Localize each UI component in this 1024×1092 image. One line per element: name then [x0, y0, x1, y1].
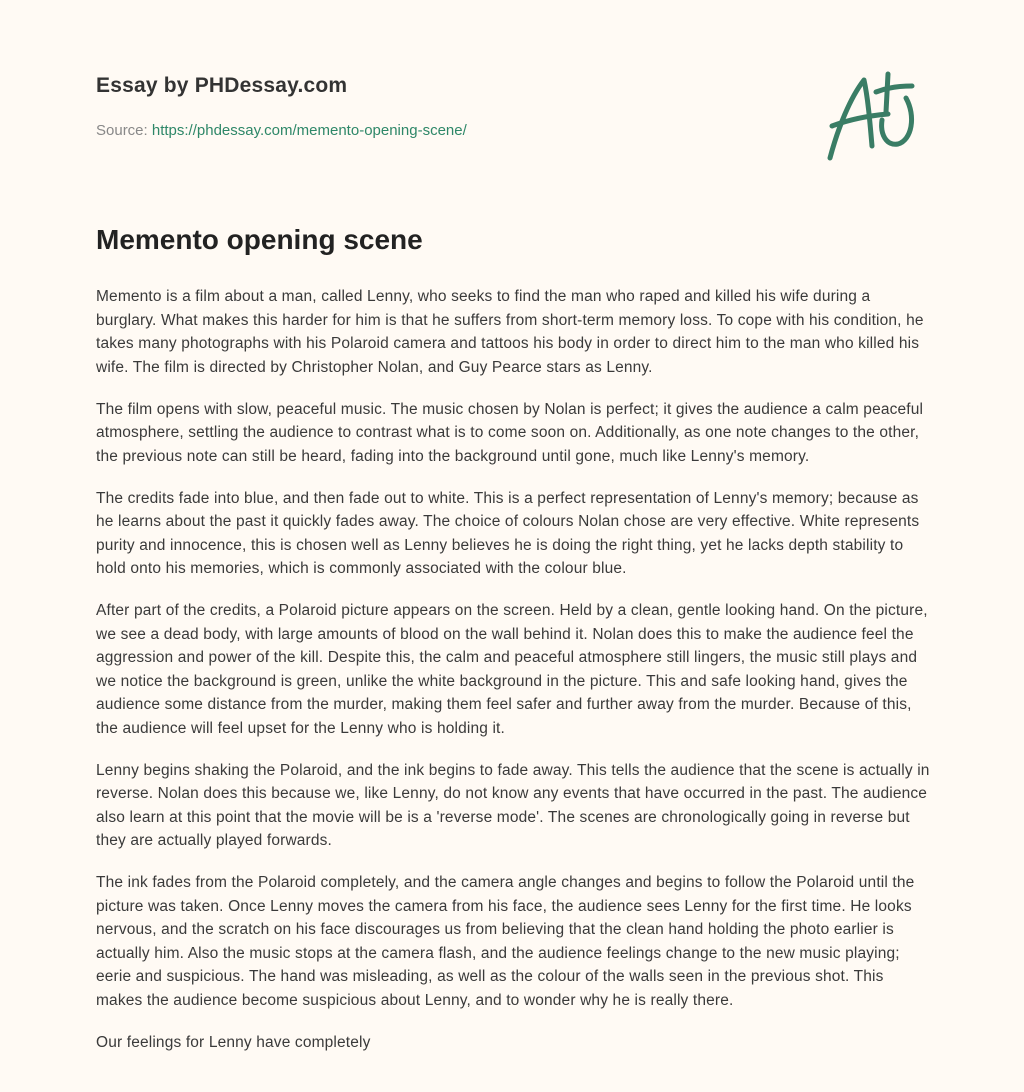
- essay-paragraph: The film opens with slow, peaceful music. The music chosen by Nolan is perfect; it gives the audience a calm peaceful atmosphere, settling the audience to contrast what is to come soon on. Additionally, as one note changes to the other, the previous note can still be heard, fading into the background until gone, much like Lenny's memory.: [96, 400, 924, 465]
- source-link[interactable]: https://phdessay.com/memento-opening-scene/: [151, 122, 467, 139]
- source-line: [96, 122, 467, 139]
- essay-paragraph: The credits fade into blue, and then fade out to white. This is a perfect representation of Lenny's memory; because as he learns about the past it quickly fades away. The choice of colours Nolan chose are very effective. White represents purity and innocence, this is chosen well as Lenny believes he is doing the right thing, yet he lacks depth stability to hold onto his memories, which is commonly associated with the colour blue.: [96, 489, 920, 577]
- essay-paragraph: Memento is a film about a man, called Lenny, who seeks to find the man who raped and killed his wife during a burglary. What makes this harder for him is that he suffers from short-term memory loss. To cope with his condition, he takes many photographs with his Polaroid camera and tattoos his body in order to direct him to the man who killed his wife. The film is directed by Christopher Nolan, and Guy Pearce stars as Lenny.: [96, 288, 924, 376]
- essay-paragraph: Lenny begins shaking the Polaroid, and the ink begins to fade away. This tells the audience that the scene is actually in reverse. Nolan does this because we, like Lenny, do not know any events that have occurred in the past. The audience also learn at this point that the movie will be is a 'reverse mode'. The scenes are chronologically going in reverse but they are actually played forwards.: [96, 761, 930, 849]
- brand-title: Essay by PHDessay.com: [96, 74, 348, 97]
- essay-body: [96, 285, 932, 1073]
- essay-paragraph: After part of the credits, a Polaroid picture appears on the screen. Held by a clean, gentle looking hand. On the picture, we see a dead body, with large amounts of blood on the wall behind it. Nolan does this to make the audience feel the aggression and power of the kill. Despite this, the calm and peaceful atmosphere still lingers, the music still plays and we notice the background is green, unlike the white background in the picture. This and safe looking hand, gives the audience some distance from the murder, making them feel safer and further away from the murder. Because of this, the audience will feel upset for the Lenny who is holding it.: [96, 602, 928, 737]
- a-plus-logo-icon: [820, 68, 930, 164]
- essay-title: Memento opening scene: [96, 224, 423, 255]
- source-label: Source:: [96, 122, 148, 139]
- essay-paragraph: Our feelings for Lenny have completely: [96, 1033, 371, 1051]
- header: [96, 74, 467, 139]
- essay-paragraph: The ink fades from the Polaroid completely, and the camera angle changes and begins to follow the Polaroid until the picture was taken. Once Lenny moves the camera from his face, the audience sees Lenny for the first time. He looks nervous, and the scratch on his face discourages us from believing that the clean hand holding the photo earlier is actually him. Also the music stops at the camera flash, and the audience feelings change to the new music playing; eerie and suspicious. The hand was misleading, as well as the colour of the walls seen in the previous shot. This makes the audience become suspicious about Lenny, and to wonder why he is really there.: [96, 874, 915, 1009]
